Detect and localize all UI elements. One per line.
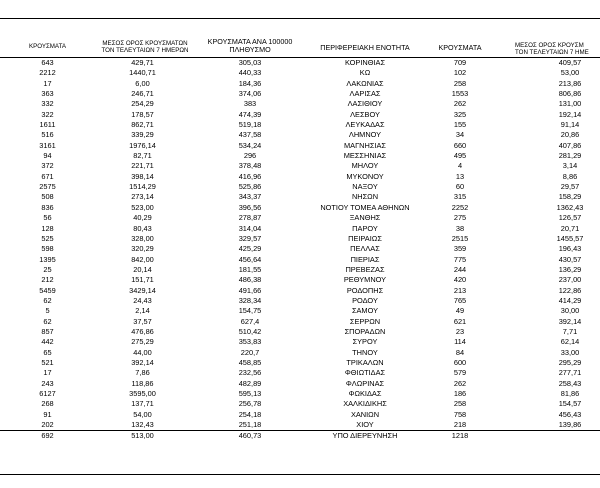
header-avg-left [95, 40, 195, 54]
cell-per100k: 353,83 [238, 337, 262, 347]
cell-avg-left: 862,71 [131, 120, 154, 130]
cell-avg-right: 277,71 [558, 368, 582, 378]
table-row [0, 110, 600, 120]
cell-cases-right: 60 [455, 182, 465, 192]
cell-per100k: 440,33 [238, 68, 262, 78]
table-row [0, 130, 600, 140]
cell-per100k: 296 [243, 151, 257, 161]
cell-per100k: 627,4 [240, 316, 260, 326]
cell-cases-left: 202 [41, 420, 54, 430]
cell-cases-right: 2252 [451, 202, 469, 212]
cell-cases-left: 128 [41, 223, 54, 233]
cell-per100k: 456,64 [238, 254, 262, 264]
cell-region: ΠΙΕΡΙΑΣ [350, 254, 380, 264]
cell-avg-right: 8,86 [562, 171, 578, 181]
cell-avg-left: 24,43 [133, 295, 152, 305]
cell-cases-right: 495 [453, 151, 467, 161]
cell-region: ΣΕΡΡΩΝ [349, 316, 381, 326]
cell-avg-left: 523,00 [131, 202, 154, 212]
cell-avg-left: 246,71 [131, 89, 154, 99]
cell-avg-right: 281,29 [558, 151, 582, 161]
cell-cases-left: 508 [41, 192, 54, 202]
table-row [0, 89, 600, 99]
cell-cases-left: 17 [43, 78, 52, 88]
cell-avg-right: 33,00 [560, 347, 580, 357]
cell-avg-right: 53,00 [560, 68, 580, 78]
cell-avg-right: 62,14 [560, 337, 580, 347]
cell-avg-right: 154,57 [558, 399, 582, 409]
cell-per100k: 458,85 [238, 357, 262, 367]
table-row [0, 265, 600, 275]
cell-region: ΣΠΟΡΑΔΩΝ [344, 326, 386, 336]
cell-region: ΧΑΝΙΩΝ [350, 409, 380, 419]
table-row [0, 213, 600, 223]
cell-avg-left: 82,71 [133, 151, 152, 161]
cell-avg-right: 213,86 [558, 78, 582, 88]
cell-per100k: 232,56 [238, 368, 262, 378]
cell-cases-right: 155 [453, 120, 467, 130]
cell-cases-right: 262 [453, 99, 467, 109]
cell-region: ΛΗΜΝΟΥ [348, 130, 382, 140]
cell-cases-right: 4 [457, 161, 463, 171]
table-row [0, 368, 600, 378]
cell-cases-right: 325 [453, 109, 467, 119]
cell-avg-right: 237,00 [558, 275, 582, 285]
header-avg-left-line1: ΜΕΣΟΣ ΟΡΟΣ ΚΡΟΥΣΜΑΤΩΝ [102, 40, 188, 47]
cell-cases-right: 262 [453, 378, 467, 388]
cell-cases-right: 420 [453, 275, 467, 285]
cell-region: ΥΠΟ ΔΙΕΡΕΥΝΗΣΗ [332, 431, 398, 441]
cell-avg-left: 221,71 [131, 161, 154, 171]
cell-avg-right: 409,57 [558, 58, 582, 67]
cell-per100k: 374,06 [238, 89, 262, 99]
table-row [0, 244, 600, 254]
cell-avg-left: 1440,71 [129, 68, 156, 78]
cell-cases-left: 836 [41, 202, 54, 212]
cell-per100k: 437,58 [238, 130, 262, 140]
cell-cases-left: 598 [41, 244, 54, 254]
cell-avg-right: 7,71 [562, 326, 578, 336]
cell-per100k: 343,37 [238, 192, 262, 202]
cell-avg-right: 122,86 [558, 285, 582, 295]
table-row [0, 141, 600, 151]
cell-avg-right: 139,86 [558, 420, 582, 430]
cell-cases-left: 212 [41, 275, 54, 285]
cell-avg-right: 20,86 [560, 130, 580, 140]
cell-avg-right: 136,29 [558, 264, 582, 274]
cell-cases-left: 268 [41, 399, 54, 409]
cell-per100k: 181,55 [238, 264, 262, 274]
cell-region: ΡΟΔΟΥ [352, 295, 378, 305]
cell-region: ΛΕΥΚΑΔΑΣ [345, 120, 385, 130]
cell-avg-left: 137,71 [131, 399, 154, 409]
cell-cases-right: 758 [453, 409, 467, 419]
cell-region: ΡΟΔΟΠΗΣ [346, 285, 384, 295]
cell-cases-left: 521 [41, 357, 54, 367]
header-cases-right [425, 44, 495, 52]
table-row [0, 120, 600, 130]
bottom-rule [0, 474, 600, 475]
table-row [0, 430, 600, 441]
cell-cases-left: 322 [41, 109, 54, 119]
table-row [0, 327, 600, 337]
cell-cases-right: 258 [453, 399, 467, 409]
cell-avg-left: 398,14 [131, 171, 154, 181]
cell-per100k: 154,75 [238, 306, 262, 316]
cell-cases-right: 579 [453, 368, 467, 378]
cell-per100k: 474,39 [238, 109, 262, 119]
cell-per100k: 383 [243, 99, 257, 109]
header-per100k [200, 38, 300, 54]
cell-cases-right: 114 [454, 337, 466, 347]
cell-avg-right: 1455,57 [556, 233, 584, 243]
cell-cases-right: 275 [453, 213, 467, 223]
cell-avg-right: 131,00 [558, 99, 582, 109]
table-row [0, 68, 600, 78]
cell-cases-left: 2212 [39, 68, 56, 78]
cell-cases-left: 6127 [39, 389, 56, 398]
cell-cases-left: 332 [41, 99, 54, 109]
cell-avg-left: 842,00 [131, 254, 154, 264]
cell-region: ΧΑΛΚΙΔΙΚΗΣ [343, 399, 387, 409]
header-cases-right-label: ΚΡΟΥΣΜΑΤΑ [438, 43, 482, 52]
cell-region: ΛΑΚΩΝΙΑΣ [346, 78, 384, 88]
cell-avg-right: 430,57 [558, 254, 582, 264]
cell-cases-left: 643 [41, 58, 54, 67]
cell-region: ΤΡΙΚΑΛΩΝ [346, 357, 384, 367]
table-row [0, 79, 600, 89]
cell-cases-left: 1395 [39, 254, 56, 264]
cell-cases-left: 65 [43, 347, 52, 357]
cell-avg-left: 80,43 [133, 223, 152, 233]
cell-avg-left: 1976,14 [129, 140, 156, 150]
cell-cases-right: 775 [453, 254, 467, 264]
header-region-label: ΠΕΡΙΦΕΡΕΙΑΚΗ ΕΝΟΤΗΤΑ [320, 43, 410, 52]
cell-cases-right: 1218 [451, 431, 469, 441]
cell-avg-right: 81,86 [560, 389, 580, 398]
cell-avg-left: 178,57 [131, 109, 154, 119]
cell-cases-right: 186 [453, 389, 467, 398]
header-avg-left-line2: ΤΟΝ ΤΕΛΕΥΤΑΙΩΝ 7 ΗΜΕΡΩΝ [101, 47, 189, 54]
cell-cases-left: 525 [41, 233, 54, 243]
cell-avg-left: 320,29 [131, 244, 154, 254]
cell-avg-left: 40,29 [133, 213, 152, 223]
table-row [0, 192, 600, 202]
cell-region: ΦΩΚΙΔΑΣ [348, 389, 382, 398]
cell-per100k: 251,18 [238, 420, 262, 430]
cell-cases-right: 600 [453, 357, 467, 367]
cell-cases-right: 315 [453, 192, 467, 202]
cell-cases-left: 372 [41, 161, 54, 171]
cell-cases-right: 23 [455, 326, 465, 336]
cell-cases-left: 5 [45, 306, 50, 316]
cell-per100k: 329,57 [238, 233, 262, 243]
cell-avg-left: 339,29 [131, 130, 154, 140]
cell-per100k: 256,78 [238, 399, 262, 409]
table-row [0, 348, 600, 358]
cell-avg-left: 20,14 [133, 264, 152, 274]
cell-avg-left: 254,29 [131, 99, 154, 109]
cell-region: ΝΗΣΩΝ [351, 192, 379, 202]
cell-avg-left: 151,71 [131, 275, 154, 285]
cell-avg-left: 2,14 [135, 306, 150, 316]
cell-cases-right: 359 [453, 244, 467, 254]
cell-cases-left: 2575 [39, 182, 56, 192]
cell-cases-left: 442 [41, 337, 54, 347]
cell-region: ΤΗΝΟΥ [352, 347, 378, 357]
table-row [0, 255, 600, 265]
cell-per100k: 278,87 [238, 213, 262, 223]
cell-avg-left: 273,14 [131, 192, 154, 202]
table-row [0, 182, 600, 192]
cell-per100k: 460,73 [238, 431, 262, 441]
cell-cases-left: 25 [43, 264, 52, 274]
cell-region: ΠΕΛΛΑΣ [350, 244, 380, 254]
cell-per100k: 491,66 [238, 285, 262, 295]
cell-cases-left: 91 [43, 409, 52, 419]
cell-cases-right: 38 [455, 223, 465, 233]
cell-cases-left: 17 [43, 368, 52, 378]
cell-region: ΦΘΙΩΤΙΔΑΣ [344, 368, 386, 378]
cell-cases-right: 34 [455, 130, 465, 140]
cell-avg-left: 7,86 [135, 368, 150, 378]
cell-region: ΠΡΕΒΕΖΑΣ [345, 264, 385, 274]
cell-per100k: 254,18 [238, 409, 262, 419]
cell-avg-left: 37,57 [133, 316, 152, 326]
cell-cases-right: 765 [453, 295, 467, 305]
cell-per100k: 425,29 [238, 244, 262, 254]
cell-region: ΛΑΣΙΘΙΟΥ [347, 99, 383, 109]
table-row [0, 161, 600, 171]
table-row [0, 296, 600, 306]
cell-cases-left: 243 [41, 378, 54, 388]
cell-per100k: 482,89 [238, 378, 262, 388]
data-table [0, 58, 600, 441]
cell-cases-left: 1611 [39, 120, 56, 130]
table-row [0, 317, 600, 327]
cell-avg-left: 3429,14 [129, 285, 156, 295]
header-per100k-line2: ΠΛΗΘΥΣΜΟ [229, 45, 271, 54]
cell-region: ΣΥΡΟΥ [352, 337, 378, 347]
cell-cases-left: 62 [43, 295, 52, 305]
cell-avg-right: 456,43 [558, 409, 582, 419]
cell-avg-right: 258,43 [558, 378, 582, 388]
cell-avg-right: 414,29 [558, 295, 582, 305]
header-cases-left-label: ΚΡΟΥΣΜΑΤΑ [28, 43, 67, 50]
cell-region: ΠΕΙΡΑΙΩΣ [348, 233, 382, 243]
cell-region: ΝΟΤΙΟΥ ΤΟΜΕΑ ΑΘΗΝΩΝ [320, 202, 410, 212]
cell-cases-right: 709 [453, 58, 467, 67]
table-row [0, 203, 600, 213]
table-row [0, 358, 600, 368]
header-avg-right-line2: ΤΟΝ ΤΕΛΕΥΤΑΙΩΝ 7 ΗΜΕ [515, 49, 589, 56]
cell-avg-right: 29,57 [560, 182, 580, 192]
cell-cases-right: 84 [455, 347, 465, 357]
table-row [0, 410, 600, 420]
cell-cases-left: 3161 [39, 140, 56, 150]
cell-region: ΠΑΡΟΥ [352, 223, 378, 233]
cell-avg-left: 476,86 [131, 326, 154, 336]
cell-avg-left: 6,00 [135, 78, 150, 88]
cell-cases-left: 363 [41, 89, 54, 99]
header-cases-left [0, 43, 95, 50]
cell-avg-left: 392,14 [131, 357, 154, 367]
cell-cases-right: 213 [453, 285, 467, 295]
cell-cases-left: 671 [41, 171, 54, 181]
cell-avg-left: 44,00 [133, 347, 152, 357]
cell-region: ΛΑΡΙΣΑΣ [349, 89, 381, 99]
cell-avg-right: 30,00 [560, 306, 580, 316]
cell-region: ΜΕΣΣΗΝΙΑΣ [343, 151, 387, 161]
cell-region: ΦΛΩΡΙΝΑΣ [345, 378, 385, 388]
header-per100k-line1: ΚΡΟΥΣΜΑΤΑ ΑΝΑ 100000 [207, 37, 293, 46]
cell-per100k: 378,48 [238, 161, 262, 171]
cell-region: ΚΩ [359, 68, 371, 78]
cell-avg-right: 192,14 [558, 109, 582, 119]
table-row [0, 286, 600, 296]
cell-avg-right: 1362,43 [556, 202, 584, 212]
cell-region: ΜΑΓΝΗΣΙΑΣ [344, 140, 386, 150]
cell-per100k: 486,38 [238, 275, 262, 285]
table-row [0, 99, 600, 109]
cell-avg-right: 806,86 [558, 89, 582, 99]
cell-cases-right: 218 [453, 420, 467, 430]
table-row [0, 172, 600, 182]
cell-cases-left: 857 [41, 326, 54, 336]
cell-per100k: 519,18 [238, 120, 262, 130]
table-row [0, 379, 600, 389]
cell-avg-left: 54,00 [133, 409, 152, 419]
cell-avg-right: 158,29 [558, 192, 582, 202]
cell-per100k: 328,34 [238, 295, 262, 305]
cell-cases-right: 2515 [451, 233, 469, 243]
cell-cases-right: 1553 [451, 89, 469, 99]
cell-avg-right: 20,71 [560, 223, 580, 233]
cell-avg-right: 295,29 [558, 357, 582, 367]
cell-cases-right: 13 [455, 171, 465, 181]
cell-per100k: 525,86 [238, 182, 262, 192]
cell-avg-right: 3,14 [562, 161, 578, 171]
header-avg-right-line1: ΜΕΣΟΣ ΟΡΟΣ ΚΡΟΥΣΜ [515, 42, 584, 49]
cell-avg-left: 429,71 [131, 58, 154, 67]
cell-region: ΛΕΣΒΟΥ [350, 109, 380, 119]
table-row [0, 306, 600, 316]
cell-per100k: 534,24 [238, 140, 262, 150]
cell-region: ΧΙΟΥ [356, 420, 374, 430]
table-row [0, 389, 600, 399]
table-row [0, 234, 600, 244]
cell-region: ΜΗΛΟΥ [351, 161, 379, 171]
cell-per100k: 396,56 [238, 202, 262, 212]
cell-per100k: 184,36 [238, 78, 262, 88]
cell-avg-right: 196,43 [558, 244, 582, 254]
table-row [0, 399, 600, 409]
table-row [0, 224, 600, 234]
cell-cases-right: 660 [453, 140, 467, 150]
cell-cases-left: 5459 [39, 285, 56, 295]
cell-per100k: 305,03 [238, 58, 262, 67]
cell-cases-right: 244 [453, 264, 467, 274]
cell-region: ΜΥΚΟΝΟΥ [346, 171, 384, 181]
cell-cases-left: 56 [43, 213, 52, 223]
cell-cases-right: 258 [453, 78, 467, 88]
table-row [0, 275, 600, 285]
top-rule [0, 18, 600, 19]
cell-region: ΞΑΝΘΗΣ [349, 213, 381, 223]
cell-avg-left: 118,86 [131, 378, 154, 388]
cell-avg-left: 1514,29 [129, 182, 156, 192]
cell-avg-left: 275,29 [131, 337, 154, 347]
cell-per100k: 595,13 [238, 389, 262, 398]
cell-avg-right: 392,14 [558, 316, 582, 326]
cell-cases-left: 692 [41, 431, 54, 441]
cell-per100k: 416,96 [238, 171, 262, 181]
cell-per100k: 314,04 [238, 223, 262, 233]
cell-cases-left: 516 [41, 130, 54, 140]
cell-avg-left: 132,43 [131, 420, 154, 430]
cell-cases-left: 62 [43, 316, 52, 326]
cell-avg-right: 91,14 [560, 120, 580, 130]
cell-avg-left: 3595,00 [129, 389, 156, 398]
table-row [0, 151, 600, 161]
cell-cases-left: 94 [43, 151, 52, 161]
cell-avg-left: 328,00 [131, 233, 154, 243]
cell-cases-right: 102 [453, 68, 467, 78]
table-row [0, 337, 600, 347]
cell-region: ΝΑΞΟΥ [352, 182, 378, 192]
cell-avg-right: 407,86 [558, 140, 582, 150]
table-row [0, 420, 600, 430]
cell-avg-right: 126,57 [558, 213, 582, 223]
cell-avg-left: 513,00 [131, 431, 154, 441]
cell-region: ΚΟΡΙΝΘΙΑΣ [344, 58, 386, 67]
table-row [0, 58, 600, 68]
cell-cases-right: 49 [455, 306, 465, 316]
cell-per100k: 220,7 [240, 347, 260, 357]
cell-region: ΣΑΜΟΥ [351, 306, 379, 316]
cell-per100k: 510,42 [238, 326, 262, 336]
header-avg-right [515, 42, 600, 56]
cell-cases-right: 621 [453, 316, 467, 326]
cell-region: ΡΕΘΥΜΝΟΥ [343, 275, 387, 285]
header-region [305, 44, 425, 52]
